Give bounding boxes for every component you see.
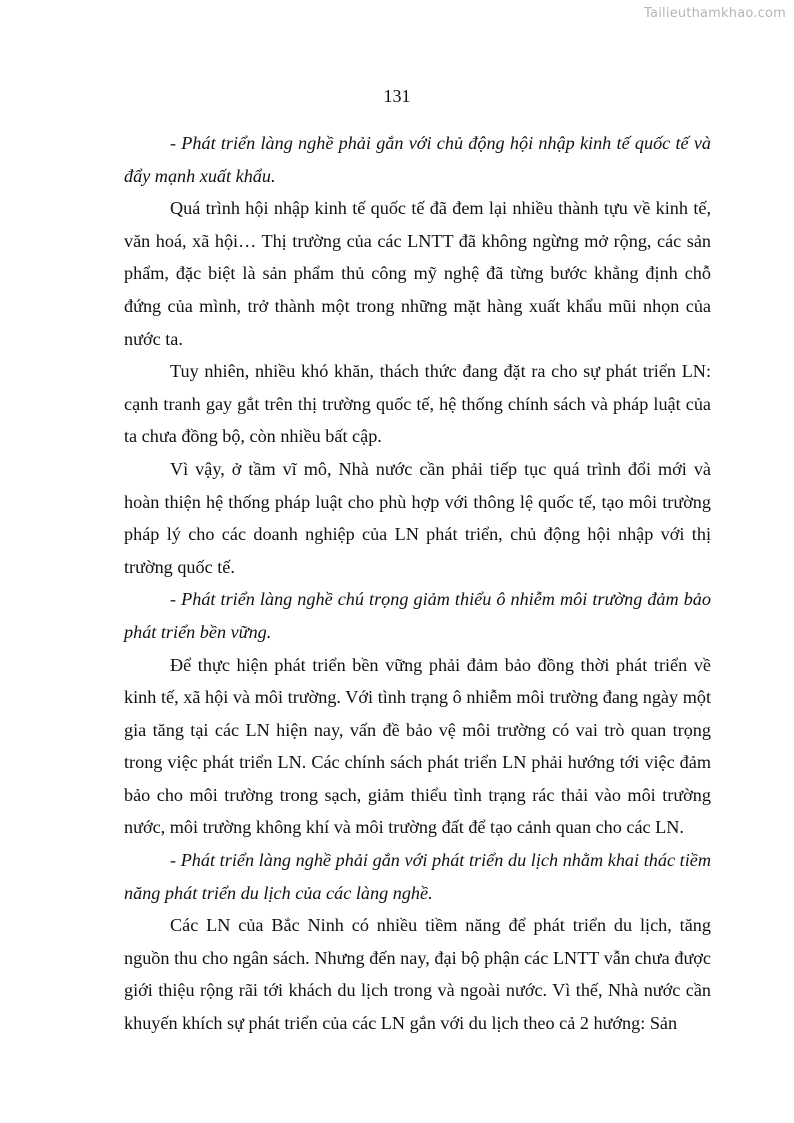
section-heading-export: - Phát triển làng nghề phải gắn với chủ động hội nhập kinh tế quốc tế và đẩy mạnh xuất khẩu. <box>124 133 711 186</box>
document-body <box>124 127 711 1040</box>
paragraph: Quá trình hội nhập kinh tế quốc tế đã đem lại nhiều thành tựu về kinh tế, văn hoá, xã hội… Thị trường của các LNTT đã không ngừng mở rộng, các sản phẩm, đặc biệt là sản phẩm thủ công mỹ nghệ đã từng bước khẳng định chỗ đứng của mình, trở thành một trong những mặt hàng xuất khẩu mũi nhọn của nước ta. <box>124 198 711 349</box>
section-heading-tourism: - Phát triển làng nghề phải gắn với phát triển du lịch nhằm khai thác tiềm năng phát triển du lịch của các làng nghề. <box>124 850 711 903</box>
page-number: 131 <box>383 86 411 106</box>
watermark: Tailieuthamkhao.com <box>644 6 786 21</box>
section-heading-environment: - Phát triển làng nghề chú trọng giảm thiểu ô nhiễm môi trường đảm bảo phát triển bền vững. <box>124 589 711 642</box>
paragraph: Vì vậy, ở tầm vĩ mô, Nhà nước cần phải tiếp tục quá trình đổi mới và hoàn thiện hệ thống pháp luật cho phù hợp với thông lệ quốc tế, tạo môi trường pháp lý cho các doanh nghiệp của LN phát triển, chủ động hội nhập với thị trường quốc tế. <box>124 458 711 577</box>
paragraph: Các LN của Bắc Ninh có nhiều tiềm năng để phát triển du lịch, tăng nguồn thu cho ngân sách. Nhưng đến nay, đại bộ phận các LNTT vẫn chưa được giới thiệu rộng rãi tới khách du lịch trong và ngoài nước. Vì thế, Nhà nước cần khuyến khích sự phát triển của các LN gắn với du lịch theo cả 2 hướng: Sản <box>124 915 711 1034</box>
paragraph: Tuy nhiên, nhiều khó khăn, thách thức đang đặt ra cho sự phát triển LN: cạnh tranh gay gắt trên thị trường quốc tế, hệ thống chính sách và pháp luật của ta chưa đồng bộ, còn nhiều bất cập. <box>124 361 711 447</box>
paragraph: Để thực hiện phát triển bền vững phải đảm bảo đồng thời phát triển về kinh tế, xã hội và môi trường. Với tình trạng ô nhiễm môi trường đang ngày một gia tăng tại các LN hiện nay, vấn đề bảo vệ môi trường có vai trò quan trọng trong việc phát triển LN. Các chính sách phát triển LN phải hướng tới việc đảm bảo cho môi trường trong sạch, giảm thiểu tình trạng rác thải vào môi trường nước, môi trường không khí và môi trường đất để tạo cảnh quan cho các LN. <box>124 654 711 838</box>
